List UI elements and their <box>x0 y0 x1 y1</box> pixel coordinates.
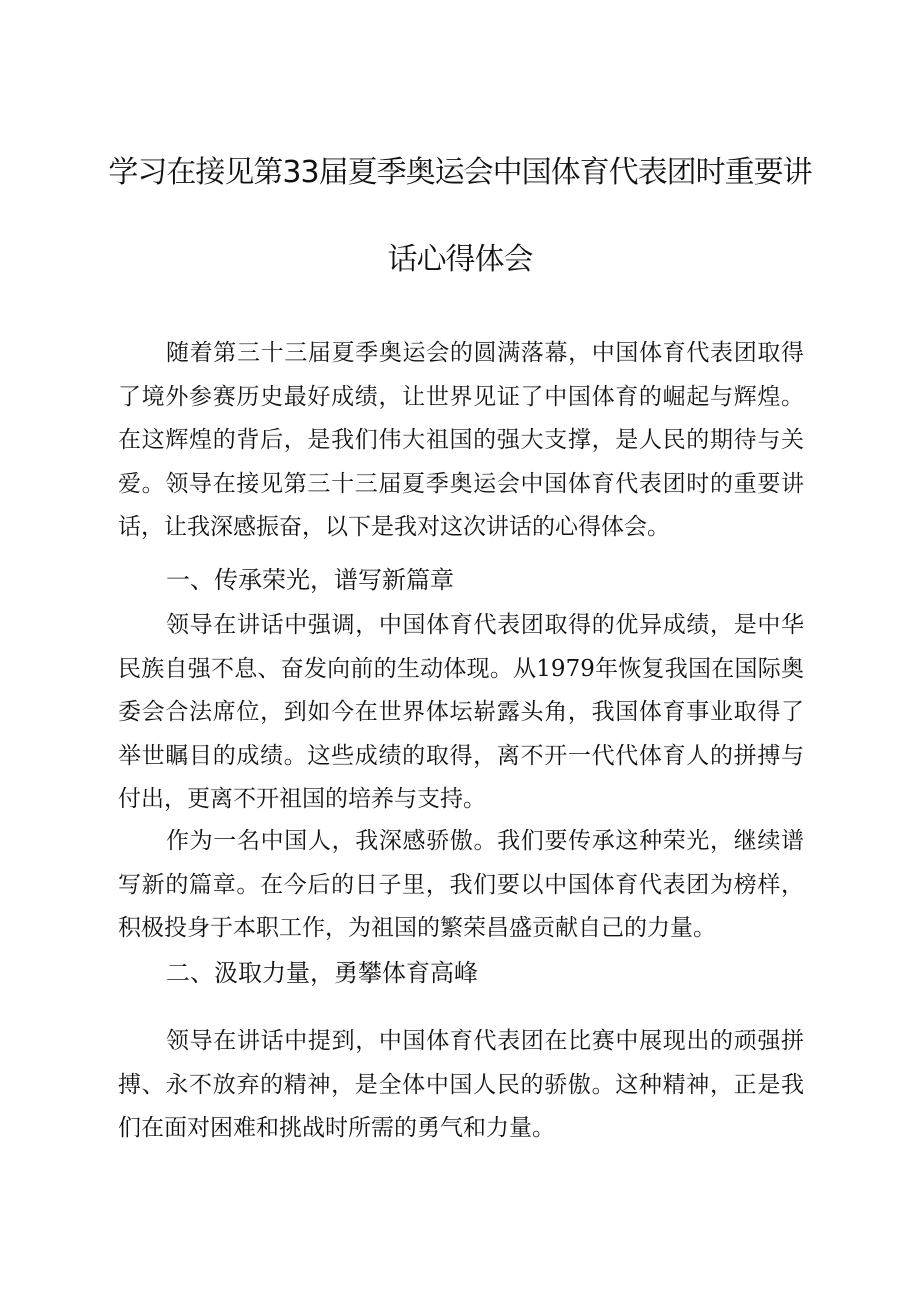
section-heading-1: 一、传承荣光，谱写新篇章 <box>166 566 454 594</box>
body-paragraph-intro: 随着第三十三届夏季奥运会的圆满落幕，中国体育代表团取得了境外参赛历史最好成绩，让世界见证了中国体育的崛起与辉煌。在这辉煌的背后，是我们伟大祖国的强大支撑，是人民的期待与关爱。领导在接见第三十三届夏季奥运会中国体育代表团时的重要讲话，让我深感振奋，以下是我对这次讲话的心得体会。 <box>118 340 804 540</box>
section-heading-2: 二、汲取力量，勇攀体育高峰 <box>166 959 478 987</box>
document-title-line-2: 话心得体会 <box>387 242 533 277</box>
body-paragraph-section1-b: 作为一名中国人，我深感骄傲。我们要传承这种荣光，继续谱写新的篇章。在今后的日子里，我们要以中国体育代表团为榜样，积极投身于本职工作，为祖国的繁荣昌盛贡献自己的力量。 <box>118 828 804 941</box>
document-title-line-1: 学习在接见第33届夏季奥运会中国体育代表团时重要讲 <box>108 155 812 190</box>
body-paragraph-section1-a: 领导在讲话中强调，中国体育代表团取得的优异成绩，是中华民族自强不息、奋发向前的生动体现。从1979年恢复我国在国际奥委会合法席位，到如今在世界体坛崭露头角，我国体育事业取得了举世瞩目的成绩。这些成绩的取得，离不开一代代体育人的拼搏与付出，更离不开祖国的培养与支持。 <box>118 612 804 812</box>
body-paragraph-section2-a: 领导在讲话中提到，中国体育代表团在比赛中展现出的顽强拼搏、永不放弃的精神，是全体中国人民的骄傲。这种精神，正是我们在面对困难和挑战时所需的勇气和力量。 <box>118 1028 804 1141</box>
